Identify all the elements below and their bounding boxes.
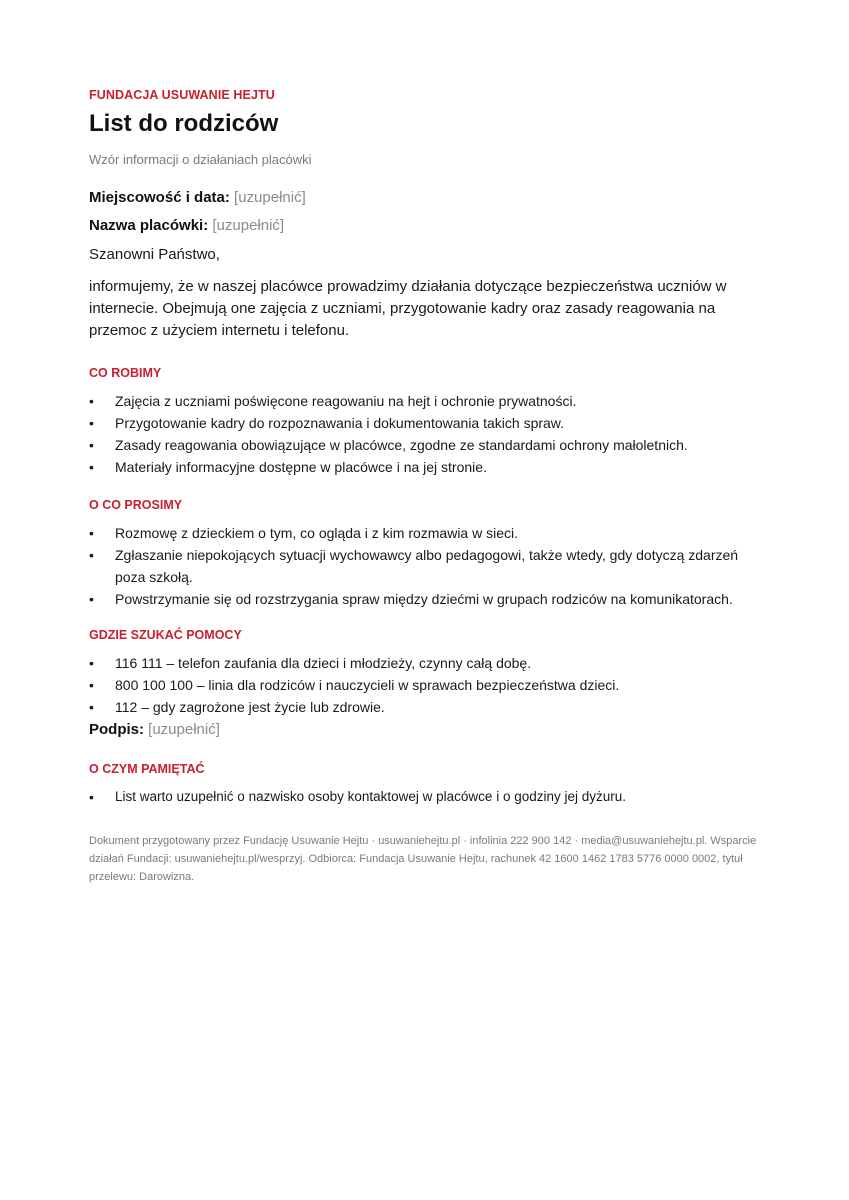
list-item: • Powstrzymanie się od rozstrzygania spraw między dziećmi w grupach rodziców na komunikatorach. xyxy=(89,588,759,610)
reminder-list xyxy=(89,786,759,808)
bullet-icon: • xyxy=(89,547,94,563)
section-heading-what-we-do: CO ROBIMY xyxy=(89,366,162,380)
list-item: • Przygotowanie kadry do rozpoznawania i dokumentowania takich spraw. xyxy=(89,412,759,434)
bullet-icon: • xyxy=(89,437,94,453)
bullet-icon: • xyxy=(89,415,94,431)
what-we-do-list xyxy=(89,390,759,478)
document-title: List do rodziców xyxy=(89,110,279,137)
document-subtitle: Wzór informacji o działaniach placówki xyxy=(89,152,312,167)
bullet-icon: • xyxy=(89,393,94,409)
school-name-placeholder: [uzupełnić] xyxy=(212,217,285,234)
signature-field xyxy=(89,721,759,738)
place-date-placeholder: [uzupełnić] xyxy=(234,189,306,206)
list-item: • Materiały informacyjne dostępne w placówce i na jej stronie. xyxy=(89,456,759,478)
what-we-ask-list xyxy=(89,522,759,610)
school-name-label: Nazwa placówki: xyxy=(89,217,209,234)
list-item: • Zajęcia z uczniami poświęcone reagowaniu na hejt i ochronie prywatności. xyxy=(89,390,759,412)
bullet-icon: • xyxy=(89,677,94,693)
place-date-label: Miejscowość i data: xyxy=(89,189,230,206)
intro-paragraph: informujemy, że w naszej placówce prowadzimy działania dotyczące bezpieczeństwa uczniów w internecie. Obejmują one zajęcia z uczniami, przygotowanie kadry oraz zasady reagowania na przemoc z użyciem internetu i telefonu. xyxy=(89,278,727,339)
bullet-icon: • xyxy=(89,591,94,607)
section-heading-reminder: O CZYM PAMIĘTAĆ xyxy=(89,762,205,776)
help-contacts-list xyxy=(89,652,759,718)
section-heading-what-we-ask: O CO PROSIMY xyxy=(89,498,183,512)
document-page xyxy=(89,88,759,886)
section-heading-where-to-get-help: GDZIE SZUKAĆ POMOCY xyxy=(89,628,242,642)
bullet-icon: • xyxy=(89,789,94,805)
place-date-field xyxy=(89,189,759,206)
bullet-icon: • xyxy=(89,525,94,541)
bullet-icon: • xyxy=(89,655,94,671)
document-footer: Dokument przygotowany przez Fundację Usuwanie Hejtu · usuwaniehejtu.pl · infolinia 222 900 142 · media@usuwaniehejtu.pl. Wsparcie działań Fundacji: usuwaniehejtu.pl/wesprzyj. Odbiorca: Fundacja Usuwanie Hejtu, rachunek 42 1600 1462 1783 5776 0000 0002, tytuł przelewu: Darowizna. xyxy=(89,835,757,883)
list-item: • Rozmowę z dzieckiem o tym, co ogląda i z kim rozmawia w sieci. xyxy=(89,522,759,544)
bullet-icon: • xyxy=(89,459,94,475)
list-item: • 800 100 100 – linia dla rodziców i nauczycieli w sprawach bezpieczeństwa dzieci. xyxy=(89,674,759,696)
list-item: • 112 – gdy zagrożone jest życie lub zdrowie. xyxy=(89,696,759,718)
signature-label: Podpis: xyxy=(89,721,144,738)
list-item: • List warto uzupełnić o nazwisko osoby kontaktowej w placówce i o godziny jej dyżuru. xyxy=(89,786,759,808)
list-item: • 116 111 – telefon zaufania dla dzieci i młodzieży, czynny całą dobę. xyxy=(89,652,759,674)
organization-name: FUNDACJA USUWANIE HEJTU xyxy=(89,88,275,102)
greeting: Szanowni Państwo, xyxy=(89,246,220,263)
list-item: • Zasady reagowania obowiązujące w placówce, zgodne ze standardami ochrony małoletnich. xyxy=(89,434,759,456)
school-name-field xyxy=(89,217,759,234)
bullet-icon: • xyxy=(89,699,94,715)
list-item: • Zgłaszanie niepokojących sytuacji wychowawcy albo pedagogowi, także wtedy, gdy dotyczą zdarzeń poza szkołą. xyxy=(89,544,759,588)
signature-placeholder: [uzupełnić] xyxy=(148,721,220,738)
